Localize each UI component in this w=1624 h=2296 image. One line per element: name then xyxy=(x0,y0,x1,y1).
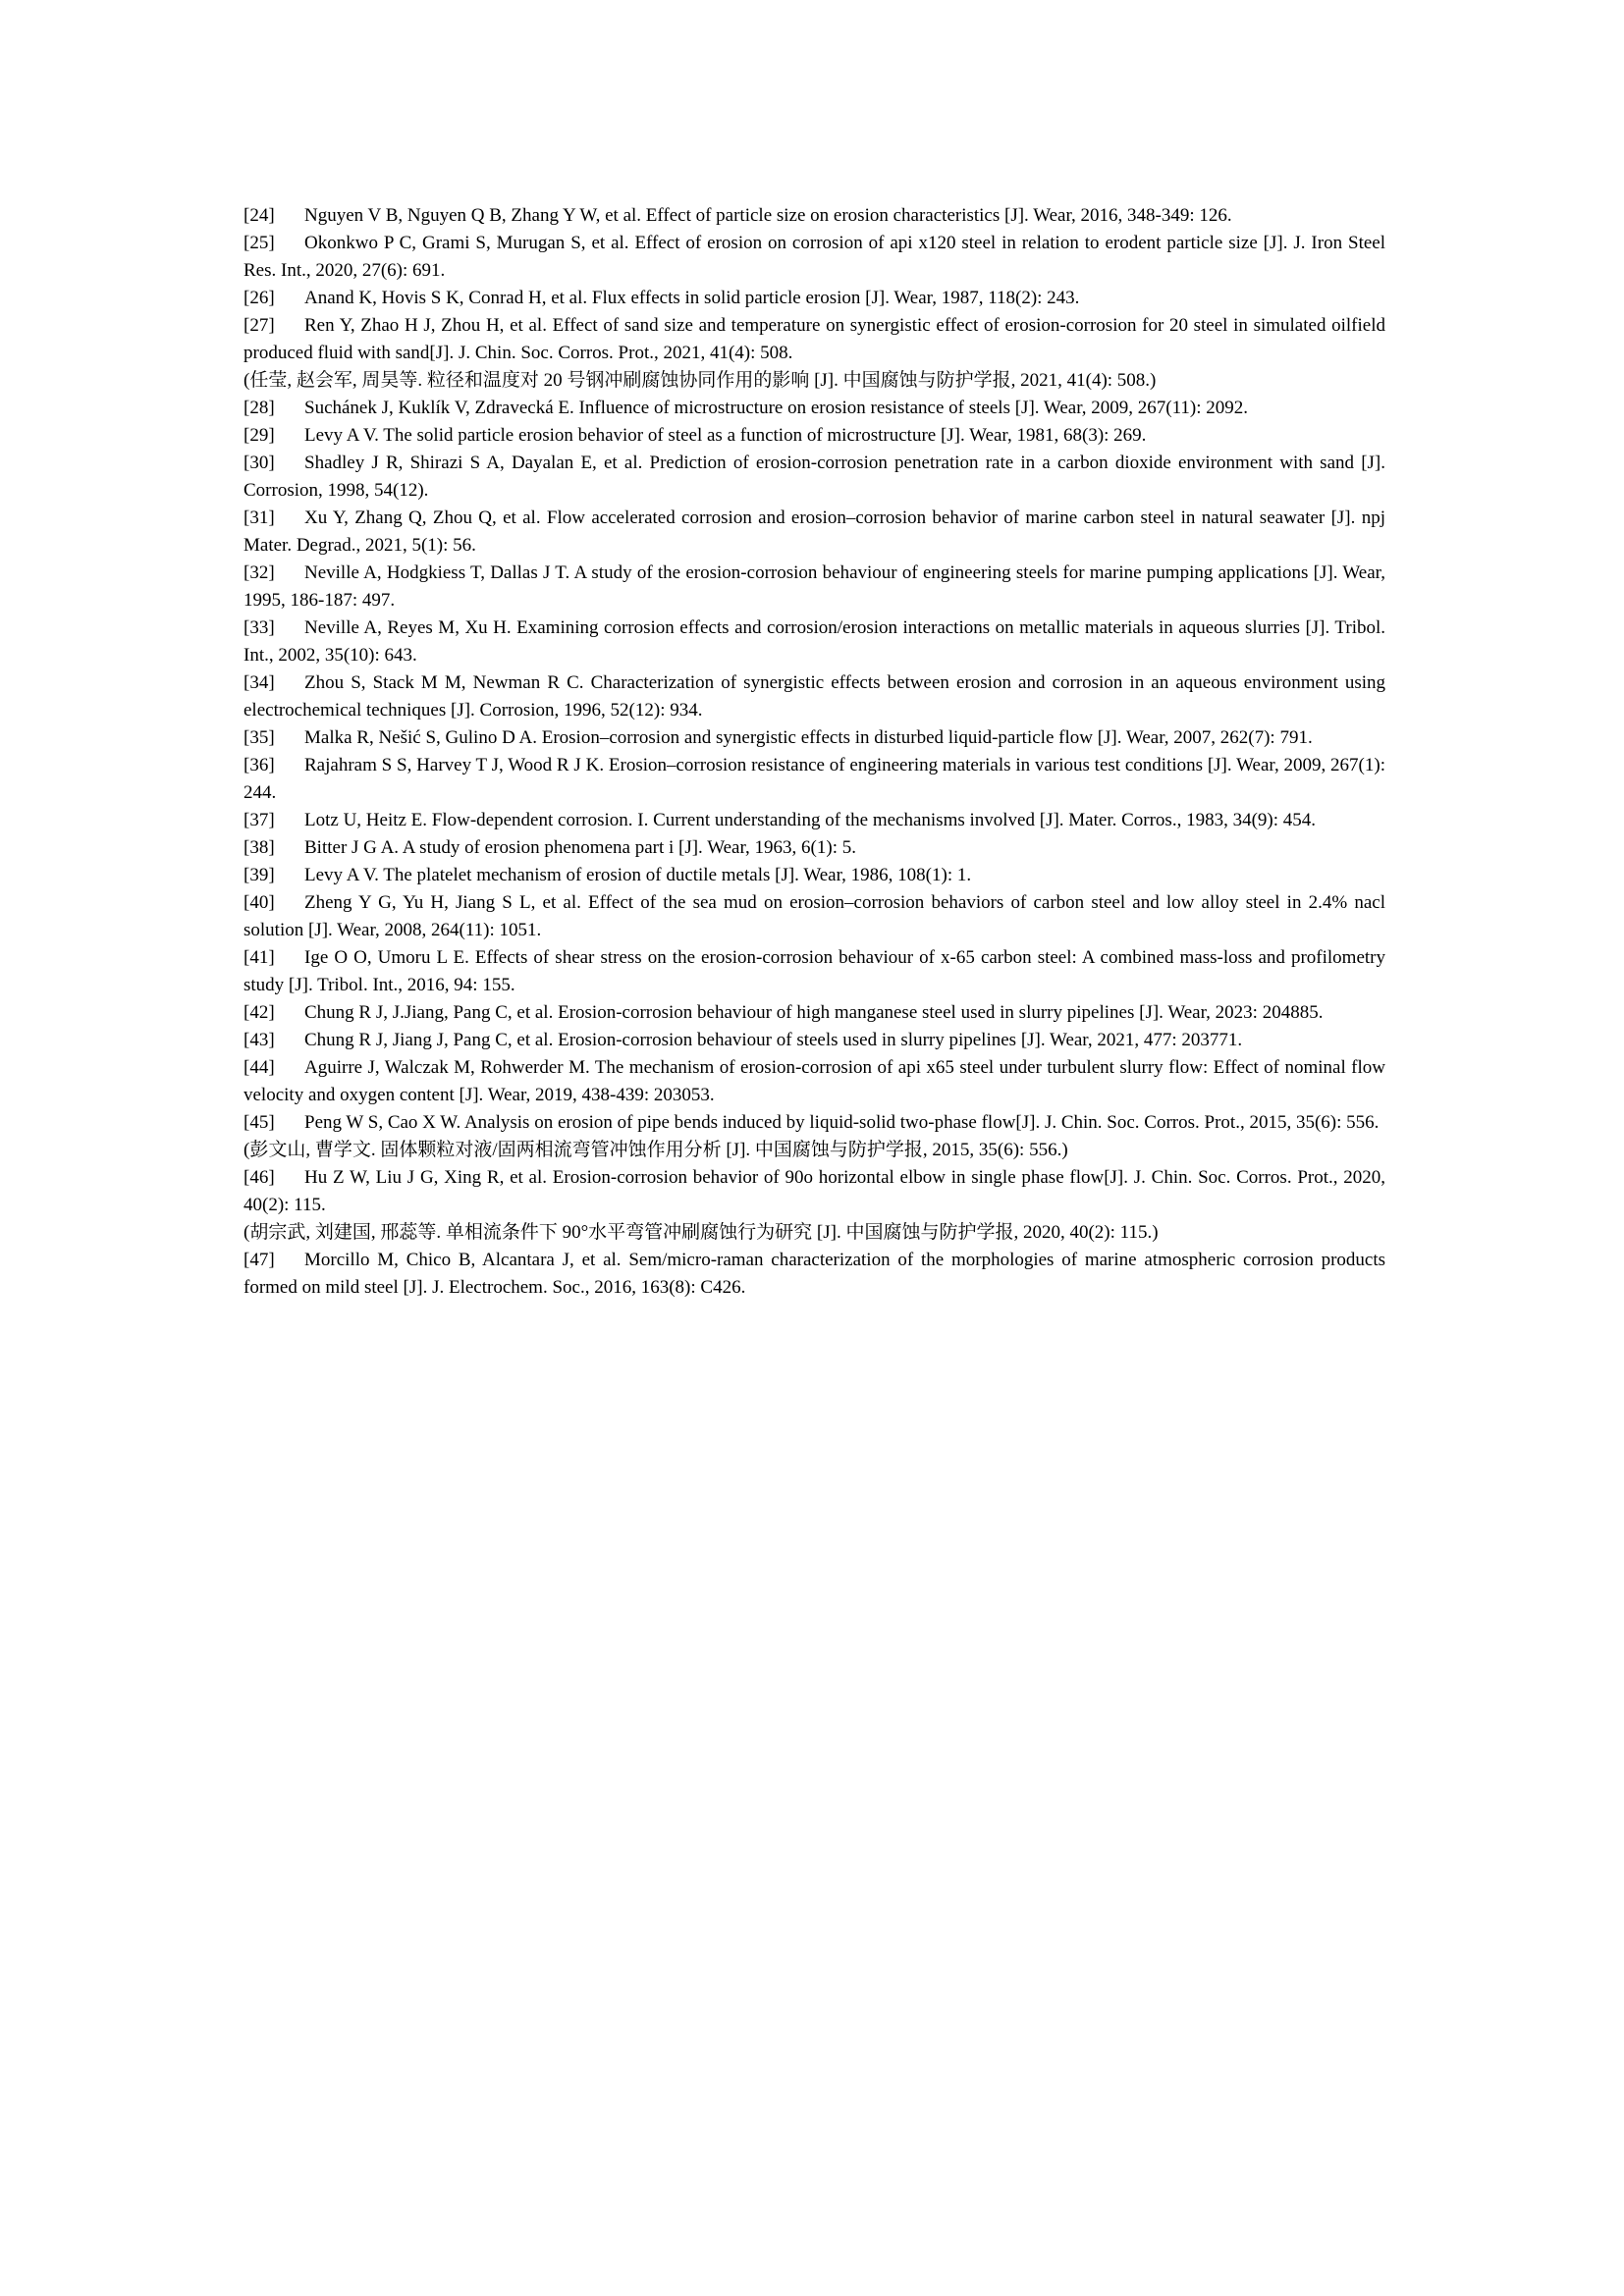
reference-text: Neville A, Hodgkiess T, Dallas J T. A study of the erosion-corrosion behaviour of engineering steels for marine pumping applications [J]. Wear, 1995, 186-187: 497. xyxy=(244,562,1385,611)
reference-number: [30] xyxy=(244,453,275,473)
reference-translation: (任莹, 赵会军, 周昊等. 粒径和温度对 20 号钢冲刷腐蚀协同作用的影响 [J]. 中国腐蚀与防护学报, 2021, 41(4): 508.) xyxy=(244,370,1157,391)
reference-text: Hu Z W, Liu J G, Xing R, et al. Erosion-corrosion behavior of 90o horizontal elbow in single phase flow[J]. J. Chin. Soc. Corros. Prot., 2020, 40(2): 115. xyxy=(244,1167,1385,1215)
reference-number: [39] xyxy=(244,865,275,885)
reference-number: [26] xyxy=(244,288,275,308)
reference-item xyxy=(244,560,1385,614)
reference-text: Okonkwo P C, Grami S, Murugan S, et al. Effect of erosion on corrosion of api x120 steel in relation to erodent particle size [J]. J. Iron Steel Res. Int., 2020, 27(6): 691. xyxy=(244,233,1385,281)
reference-number: [42] xyxy=(244,1002,275,1023)
reference-text: Zhou S, Stack M M, Newman R C. Characterization of synergistic effects between erosion and corrosion in an aqueous environment using electrochemical techniques [J]. Corrosion, 1996, 52(12): 934. xyxy=(244,672,1385,721)
reference-item xyxy=(244,1027,1385,1054)
reference-number: [44] xyxy=(244,1057,275,1078)
reference-number: [45] xyxy=(244,1112,275,1133)
reference-number: [33] xyxy=(244,617,275,638)
reference-number: [47] xyxy=(244,1250,275,1270)
reference-text: Ige O O, Umoru L E. Effects of shear stress on the erosion‐corrosion behaviour of x-65 carbon steel: A combined mass-loss and profilometry study [J]. Tribol. Int., 2016, 94: 155. xyxy=(244,947,1385,995)
reference-list xyxy=(244,202,1385,1302)
reference-number: [31] xyxy=(244,507,275,528)
document-page xyxy=(244,202,1385,1302)
reference-text: Aguirre J, Walczak M, Rohwerder M. The mechanism of erosion-corrosion of api x65 steel under turbulent slurry flow: Effect of nominal flow velocity and oxygen content [J]. Wear, 2019, 438-439: 203053. xyxy=(244,1057,1385,1105)
reference-item xyxy=(244,285,1385,312)
reference-text: Levy A V. The platelet mechanism of erosion of ductile metals [J]. Wear, 1986, 108(1): 1. xyxy=(304,865,972,885)
reference-number: [46] xyxy=(244,1167,275,1188)
reference-item xyxy=(244,422,1385,450)
reference-number: [38] xyxy=(244,837,275,858)
reference-text: Levy A V. The solid particle erosion behavior of steel as a function of microstructure [J]. Wear, 1981, 68(3): 269. xyxy=(304,425,1147,446)
reference-item xyxy=(244,889,1385,944)
reference-text: Zheng Y G, Yu H, Jiang S L, et al. Effect of the sea mud on erosion–corrosion behaviors of carbon steel and low alloy steel in 2.4% nacl solution [J]. Wear, 2008, 264(11): 1051. xyxy=(244,892,1385,940)
reference-translation: (胡宗武, 刘建国, 邢蕊等. 单相流条件下 90°水平弯管冲刷腐蚀行为研究 [J]. 中国腐蚀与防护学报, 2020, 40(2): 115.) xyxy=(244,1222,1159,1243)
reference-text: Chung R J, J.Jiang, Pang C, et al. Erosion-corrosion behaviour of high manganese steel used in slurry pipelines [J]. Wear, 2023: 204885. xyxy=(304,1002,1324,1023)
reference-text: Nguyen V B, Nguyen Q B, Zhang Y W, et al. Effect of particle size on erosion characteristics [J]. Wear, 2016, 348-349: 126. xyxy=(304,205,1232,226)
reference-number: [32] xyxy=(244,562,275,583)
reference-item xyxy=(244,807,1385,834)
reference-text: Rajahram S S, Harvey T J, Wood R J K. Erosion–corrosion resistance of engineering materials in various test conditions [J]. Wear, 2009, 267(1): 244. xyxy=(244,755,1385,803)
reference-text: Malka R, Nešić S, Gulino D A. Erosion–corrosion and synergistic effects in disturbed liquid-particle flow [J]. Wear, 2007, 262(7): 791. xyxy=(304,727,1313,748)
reference-text: Lotz U, Heitz E. Flow‐dependent corrosion. I. Current understanding of the mechanisms involved [J]. Mater. Corros., 1983, 34(9): 454. xyxy=(304,810,1317,830)
reference-item xyxy=(244,724,1385,752)
reference-number: [29] xyxy=(244,425,275,446)
reference-item xyxy=(244,1164,1385,1219)
reference-item xyxy=(244,834,1385,862)
reference-item xyxy=(244,614,1385,669)
reference-number: [41] xyxy=(244,947,275,968)
reference-text: Peng W S, Cao X W. Analysis on erosion of pipe bends induced by liquid-solid two-phase flow[J]. J. Chin. Soc. Corros. Prot., 2015, 35(6): 556. xyxy=(304,1112,1380,1133)
reference-number: [34] xyxy=(244,672,275,693)
reference-text: Shadley J R, Shirazi S A, Dayalan E, et al. Prediction of erosion-corrosion penetration rate in a carbon dioxide environment with sand [J]. Corrosion, 1998, 54(12). xyxy=(244,453,1385,501)
reference-number: [40] xyxy=(244,892,275,913)
reference-text: Suchánek J, Kuklík V, Zdravecká E. Influence of microstructure on erosion resistance of steels [J]. Wear, 2009, 267(11): 2092. xyxy=(304,398,1248,418)
reference-text: Morcillo M, Chico B, Alcantara J, et al. Sem/micro-raman characterization of the morphologies of marine atmospheric corrosion products formed on mild steel [J]. J. Electrochem. Soc., 2016, 163(8): C426. xyxy=(244,1250,1385,1298)
reference-item xyxy=(244,862,1385,889)
reference-item xyxy=(244,1247,1385,1302)
reference-number: [35] xyxy=(244,727,275,748)
reference-number: [37] xyxy=(244,810,275,830)
reference-number: [43] xyxy=(244,1030,275,1050)
reference-number: [25] xyxy=(244,233,275,253)
reference-item xyxy=(244,395,1385,422)
reference-item xyxy=(244,944,1385,999)
reference-number: [24] xyxy=(244,205,275,226)
reference-number: [36] xyxy=(244,755,275,775)
reference-item xyxy=(244,505,1385,560)
reference-text: Bitter J G A. A study of erosion phenomena part i [J]. Wear, 1963, 6(1): 5. xyxy=(304,837,856,858)
reference-item xyxy=(244,999,1385,1027)
reference-number: [28] xyxy=(244,398,275,418)
reference-text: Xu Y, Zhang Q, Zhou Q, et al. Flow accelerated corrosion and erosion–corrosion behavior of marine carbon steel in natural seawater [J]. npj Mater. Degrad., 2021, 5(1): 56. xyxy=(244,507,1385,556)
reference-text: Chung R J, Jiang J, Pang C, et al. Erosion-corrosion behaviour of steels used in slurry pipelines [J]. Wear, 2021, 477: 203771. xyxy=(304,1030,1243,1050)
reference-item xyxy=(244,450,1385,505)
reference-text: Neville A, Reyes M, Xu H. Examining corrosion effects and corrosion/erosion interactions on metallic materials in aqueous slurries [J]. Tribol. Int., 2002, 35(10): 643. xyxy=(244,617,1385,666)
reference-text: Ren Y, Zhao H J, Zhou H, et al. Effect of sand size and temperature on synergistic effect of erosion-corrosion for 20 steel in simulated oilfield produced fluid with sand[J]. J. Chin. Soc. Corros. Prot., 2021, 41(4): 508. xyxy=(244,315,1385,363)
reference-item xyxy=(244,202,1385,230)
reference-item xyxy=(244,230,1385,285)
reference-item xyxy=(244,752,1385,807)
reference-translation: (彭文山, 曹学文. 固体颗粒对液/固两相流弯管冲蚀作用分析 [J]. 中国腐蚀与防护学报, 2015, 35(6): 556.) xyxy=(244,1140,1068,1160)
reference-item xyxy=(244,1109,1385,1137)
reference-item xyxy=(244,1054,1385,1109)
reference-text: Anand K, Hovis S K, Conrad H, et al. Flux effects in solid particle erosion [J]. Wear, 1987, 118(2): 243. xyxy=(304,288,1080,308)
reference-item xyxy=(244,669,1385,724)
reference-number: [27] xyxy=(244,315,275,336)
reference-item xyxy=(244,312,1385,367)
